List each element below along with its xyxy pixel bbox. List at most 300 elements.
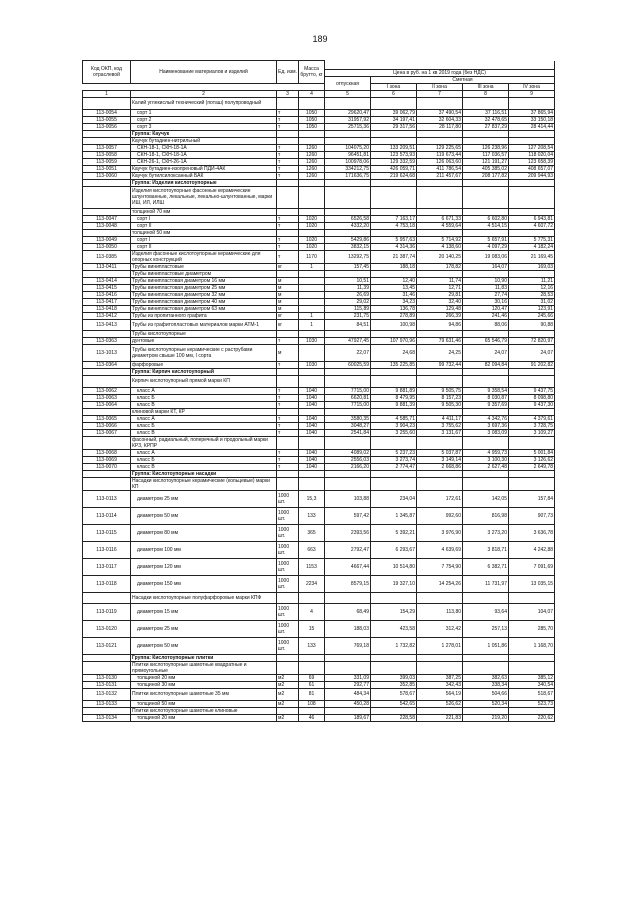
table-row [83,707,555,714]
table-row [83,401,555,408]
row-price-zone2 [417,662,463,675]
row-price-zone4: 91 202,82 [509,362,555,369]
row-price-release: 2792,47 [325,541,371,558]
row-price-zone4: 5 001,84 [509,449,555,456]
row-price-release: 25715,36 [325,123,371,130]
row-price-zone2: 24,25 [417,345,463,362]
row-name: толщиной 20 мм [131,714,277,721]
row-mass: 1 [299,319,325,331]
row-code [83,655,131,662]
row-name: диаметром 25 мм [131,490,277,507]
row-price-zone2: 29,81 [417,291,463,298]
row-price-zone4 [509,331,555,338]
colnum: 4 [299,91,325,98]
row-mass [299,284,325,291]
row-price-zone1: 4 585,71 [371,415,417,422]
row-price-zone3 [463,130,509,137]
row-code: 113-0055 [83,116,131,123]
price-table [82,60,555,722]
row-price-zone3 [463,208,509,215]
row-mass [299,369,325,376]
row-price-zone4: 1 168,70 [509,638,555,655]
row-price-zone1: 5 392,21 [371,524,417,541]
row-price-zone1 [371,331,417,338]
row-price-zone2: 8 157,23 [417,394,463,401]
row-name: фарфоровые [131,362,277,369]
row-price-zone2: 5 037,87 [417,449,463,456]
row-price-zone1 [371,229,417,236]
row-price-zone3: 3 083,09 [463,429,509,436]
row-price-zone3 [463,186,509,208]
header-zone2: II зона [417,84,463,91]
table-body [83,98,555,722]
row-mass [299,436,325,449]
table-row [83,655,555,662]
row-code [83,408,131,415]
row-name: толщиной 50 мм [131,229,277,236]
row-price-release: 115,89 [325,305,371,312]
row-price-zone1: 3 273,74 [371,456,417,463]
row-code [83,662,131,675]
table-row [83,243,555,250]
row-price-zone2: 37 490,54 [417,109,463,116]
row-price-zone4: 523,73 [509,700,555,707]
row-mass: 69 [299,675,325,682]
table-row [83,215,555,222]
row-mass: 1040 [299,463,325,470]
table-row [83,682,555,689]
row-price-release: 597,42 [325,507,371,524]
row-code: 113-0415 [83,284,131,291]
row-code: 113-0364 [83,362,131,369]
row-mass: 1 [299,312,325,319]
header-zone3: III зона [463,84,509,91]
row-unit: 1000 шт. [277,621,299,638]
row-name: диаметром 50 мм [131,638,277,655]
row-price-zone2: 94,86 [417,319,463,331]
row-price-zone1: 542,65 [371,700,417,707]
row-price-zone3: 10,90 [463,277,509,284]
row-price-zone2 [417,470,463,477]
row-price-zone2: 129,48 [417,305,463,312]
row-price-zone1: 352,85 [371,682,417,689]
row-price-zone1: 135 225,85 [371,362,417,369]
row-price-zone1 [371,270,417,277]
row-price-zone1: 3 255,60 [371,429,417,436]
row-mass: 2234 [299,575,325,592]
row-price-zone1: 234,04 [371,490,417,507]
row-unit: м2 [277,714,299,721]
row-code: 113-0130 [83,675,131,682]
row-price-release: 10,51 [325,277,371,284]
row-price-zone2: 28 117,80 [417,123,463,130]
row-price-release: 450,28 [325,700,371,707]
row-price-release: 769,18 [325,638,371,655]
row-price-zone1: 154,29 [371,604,417,621]
row-price-zone3 [463,331,509,338]
table-row [83,376,555,388]
row-price-zone1: 9 881,39 [371,401,417,408]
row-code [83,208,131,215]
row-price-zone4: 907,73 [509,507,555,524]
row-name: Кирпич кислотоупорный прямой марки КП [131,376,277,388]
row-code [83,179,131,186]
row-price-zone4: 408 657,07 [509,165,555,172]
row-price-release: 11,39 [325,284,371,291]
row-mass: 133 [299,638,325,655]
row-price-zone2: 387,25 [417,675,463,682]
row-name: диаметром 120 мм [131,558,277,575]
header-blank [83,84,325,91]
row-name: Трубы из графитопластовых материалов марки АТМ-1 [131,319,277,331]
header-price-group: Цена в руб. на 1 кв 2019 года (без НДС) [325,70,555,77]
row-code [83,436,131,449]
row-price-release: 68,49 [325,604,371,621]
row-price-release: 2556,03 [325,456,371,463]
row-price-zone3 [463,270,509,277]
row-name: сорт I [131,236,277,243]
row-code [83,130,131,137]
row-price-zone4 [509,208,555,215]
row-code: 113-0411 [83,263,131,270]
row-price-zone3: 405 385,02 [463,165,509,172]
row-name: класс Б [131,422,277,429]
table-row [83,429,555,436]
row-code: 113-0121 [83,638,131,655]
row-code: 113-0117 [83,558,131,575]
row-unit [277,369,299,376]
row-name: СКН-18-1, СКН-18-1А [131,151,277,158]
row-price-zone4: 157,84 [509,490,555,507]
row-unit: т [277,387,299,394]
row-mass [299,208,325,215]
row-price-zone1: 278,89 [371,312,417,319]
colnum: 8 [463,91,509,98]
row-name: Трубы винипластовая диаметром 16 мм [131,277,277,284]
row-name: класс А [131,387,277,394]
row-price-zone3 [463,376,509,388]
row-price-zone2 [417,592,463,604]
row-code [83,707,131,714]
row-price-zone3 [463,369,509,376]
row-price-zone1: 29 317,56 [371,123,417,130]
row-unit: т [277,165,299,172]
row-mass: 1050 [299,123,325,130]
table-row [83,345,555,362]
row-unit [277,477,299,490]
row-name: толщиной 30 мм [131,682,277,689]
row-price-zone4 [509,592,555,604]
row-mass: 1040 [299,415,325,422]
row-code [83,477,131,490]
row-code: 113-1013 [83,345,131,362]
row-price-release: 104075,20 [325,144,371,151]
row-name: толщиной 50 мм [131,700,277,707]
row-price-zone4: 518,67 [509,689,555,701]
row-price-zone4: 4 379,61 [509,415,555,422]
row-price-zone3 [463,408,509,415]
row-price-zone1: 423,58 [371,621,417,638]
row-price-zone3: 88,06 [463,319,509,331]
row-price-zone3: 257,13 [463,621,509,638]
row-price-zone1 [371,707,417,714]
row-code: 113-0060 [83,172,131,179]
row-price-zone1: 39 062,79 [371,109,417,116]
table-row [83,436,555,449]
row-unit: т [277,158,299,165]
row-mass [299,592,325,604]
row-price-zone1: 133 209,51 [371,144,417,151]
header-release: отпускная [325,77,371,91]
row-unit [277,707,299,714]
row-mass: 1040 [299,401,325,408]
row-price-zone4: 3 636,78 [509,524,555,541]
row-price-zone1 [371,655,417,662]
table-row [83,638,555,655]
row-price-release: 331,09 [325,675,371,682]
row-price-zone4 [509,662,555,675]
row-price-zone2: 211 457,67 [417,172,463,179]
row-unit: м [277,291,299,298]
row-mass [299,662,325,675]
row-price-release [325,208,371,215]
row-price-zone2 [417,655,463,662]
row-name: Изделия кислотоупорные фасонные керамические шлунтованные, лекальные, лекально-шлунтованные, марки ИШ, ИЛ, ИЛШ [131,186,277,208]
row-unit [277,137,299,144]
row-price-zone4: 28,53 [509,291,555,298]
row-price-zone4: 28 414,44 [509,123,555,130]
row-price-release [325,477,371,490]
row-price-zone3: 142,05 [463,490,509,507]
row-price-zone4: 6 943,81 [509,215,555,222]
row-name: класс В [131,429,277,436]
row-unit: т [277,422,299,429]
table-row [83,449,555,456]
row-price-release: 7715,00 [325,401,371,408]
header-code: Код ОКП, код отраслевой [83,61,131,84]
row-unit: т [277,338,299,345]
row-price-zone4: 8 098,80 [509,394,555,401]
row-price-release: 7715,00 [325,387,371,394]
row-mass: 1260 [299,144,325,151]
row-unit: 1000 шт. [277,575,299,592]
row-name: диаметром 100 мм [131,541,277,558]
row-price-zone3: 82 094,84 [463,362,509,369]
row-price-zone1: 8 479,95 [371,394,417,401]
row-mass [299,137,325,144]
table-row [83,222,555,229]
row-price-zone3: 241,46 [463,312,509,319]
header-mass: Масса брутто, кг [299,61,325,84]
row-price-zone1: 34,23 [371,298,417,305]
row-unit [277,408,299,415]
row-price-zone2 [417,186,463,208]
table-row [83,331,555,338]
row-mass: 1260 [299,165,325,172]
row-price-zone4: 169,03 [509,263,555,270]
row-code: 113-0049 [83,236,131,243]
row-code: 113-0133 [83,700,131,707]
row-price-zone4: 90,88 [509,319,555,331]
row-unit: т [277,463,299,470]
row-price-zone1: 4 753,18 [371,222,417,229]
row-price-zone1: 5 237,23 [371,449,417,456]
row-name: СКН-26-1, СКН-26-1А [131,158,277,165]
row-name: Каучук бутилсилоксанный БАК [131,172,277,179]
row-price-zone1: 19 327,10 [371,575,417,592]
row-price-zone3: 11 731,97 [463,575,509,592]
row-price-zone3: 9 358,54 [463,387,509,394]
row-price-zone2 [417,331,463,338]
row-mass: 1260 [299,172,325,179]
table-row [83,387,555,394]
row-code: 113-0057 [83,144,131,151]
row-mass [299,470,325,477]
row-price-zone4 [509,130,555,137]
table-row [83,298,555,305]
row-price-zone3: 3 697,36 [463,422,509,429]
row-mass: 1040 [299,422,325,429]
row-price-zone2 [417,229,463,236]
row-unit [277,655,299,662]
row-price-zone3 [463,98,509,110]
table-row [83,158,555,165]
row-name: Плитки кислотоупорные шамотные 35 мм [131,689,277,701]
row-code: 113-0363 [83,338,131,345]
row-price-release [325,707,371,714]
row-unit: т [277,456,299,463]
row-price-zone1: 21 387,74 [371,250,417,263]
row-price-zone1 [371,186,417,208]
row-price-zone4: 3 109,27 [509,429,555,436]
row-unit [277,436,299,449]
row-name: Трубы винипластовая диаметром 25 мм [131,284,277,291]
row-price-zone2: 9 505,30 [417,401,463,408]
row-price-zone4: 37 865,94 [509,109,555,116]
row-price-zone2: 221,83 [417,714,463,721]
row-unit: т [277,172,299,179]
row-price-zone2: 3 755,62 [417,422,463,429]
table-row [83,714,555,721]
row-price-release [325,130,371,137]
row-mass [299,179,325,186]
row-name: диаметром 80 мм [131,524,277,541]
row-code [83,376,131,388]
row-price-zone4 [509,98,555,110]
row-code [83,592,131,604]
row-price-zone2: 4 639,69 [417,541,463,558]
row-price-zone2: 3 976,90 [417,524,463,541]
row-name: Калий углекислый технический (поташ) полупроводный [131,98,277,110]
row-code: 113-0063 [83,394,131,401]
row-unit [277,208,299,215]
row-price-zone1 [371,179,417,186]
row-price-release [325,436,371,449]
row-code: 113-0070 [83,463,131,470]
row-price-zone3: 816,98 [463,507,509,524]
row-price-zone1: 188,18 [371,263,417,270]
row-price-zone2: 992,60 [417,507,463,524]
row-code: 113-0069 [83,456,131,463]
row-price-zone3: 11,83 [463,284,509,291]
row-price-zone2: 32 604,33 [417,116,463,123]
row-name: диаметром 25 мм [131,621,277,638]
row-price-zone4: 340,54 [509,682,555,689]
table-row [83,179,555,186]
row-price-release: 13292,75 [325,250,371,263]
row-price-zone2: 7 754,90 [417,558,463,575]
row-price-release: 4667,44 [325,558,371,575]
row-unit: т [277,215,299,222]
row-price-zone4: 4 182,24 [509,243,555,250]
row-mass [299,229,325,236]
row-price-zone4: 4 607,72 [509,222,555,229]
row-mass [299,130,325,137]
row-price-zone2: 6 671,33 [417,215,463,222]
row-price-zone1: 5 957,63 [371,236,417,243]
row-price-release [325,331,371,338]
table-row [83,477,555,490]
table-row [83,277,555,284]
row-unit: кг [277,319,299,331]
row-price-release [325,179,371,186]
row-mass: 81 [299,689,325,701]
table-row [83,415,555,422]
row-mass: 1040 [299,394,325,401]
row-unit: 1000 шт. [277,490,299,507]
row-price-release: 2393,56 [325,524,371,541]
row-unit: т [277,109,299,116]
row-price-zone1: 3 904,23 [371,422,417,429]
row-price-release [325,376,371,388]
row-price-zone1: 7 163,17 [371,215,417,222]
row-mass [299,270,325,277]
row-price-zone4: 245,66 [509,312,555,319]
row-price-zone2: 12,71 [417,284,463,291]
row-price-zone2: 20 140,25 [417,250,463,263]
row-name: Группа: Кислотоупорные насадки [131,470,277,477]
row-price-release: 100978,06 [325,158,371,165]
table-row [83,621,555,638]
row-price-zone3: 164,07 [463,263,509,270]
row-unit: т [277,415,299,422]
row-price-zone3: 121 191,27 [463,158,509,165]
row-mass [299,291,325,298]
table-row [83,319,555,331]
row-price-zone4: 21 169,45 [509,250,555,263]
row-code: 113-0114 [83,507,131,524]
row-price-zone1 [371,130,417,137]
row-price-zone2: 4 138,60 [417,243,463,250]
row-code: 113-0056 [83,123,131,130]
row-price-zone1 [371,208,417,215]
row-price-zone1: 9 881,89 [371,387,417,394]
header-estimate: Сметная [371,77,555,84]
row-mass [299,277,325,284]
row-price-zone1: 123 573,93 [371,151,417,158]
row-name: класс Б [131,394,277,401]
row-price-release: 484,34 [325,689,371,701]
row-price-zone1: 426 059,71 [371,165,417,172]
row-price-zone4: 2 649,78 [509,463,555,470]
row-price-zone4 [509,477,555,490]
colnum: 6 [371,91,417,98]
table-row [83,270,555,277]
row-price-zone3: 2 627,48 [463,463,509,470]
row-price-zone4: 24,07 [509,345,555,362]
table-row [83,284,555,291]
table-row [83,305,555,312]
